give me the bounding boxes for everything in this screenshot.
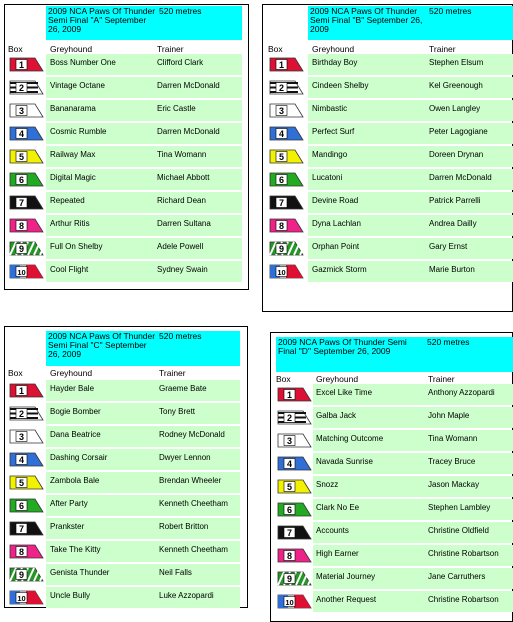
svg-text:5: 5 <box>286 482 293 492</box>
box-rug-icon <box>276 547 312 564</box>
svg-text:1: 1 <box>286 390 293 400</box>
box-rug-icon <box>8 102 44 119</box>
trainer-name: Tracey Bruce <box>428 457 476 466</box>
greyhound-name: Full On Shelby <box>50 242 103 251</box>
race-distance: 520 metres <box>429 6 472 16</box>
box-rug-icon <box>8 56 44 73</box>
trainer-name: Tina Womann <box>157 150 207 159</box>
trainer-name: Darren McDonald <box>157 81 220 90</box>
column-header-box: Box <box>8 44 23 54</box>
box-rug-icon <box>8 451 44 468</box>
greyhound-name: Snozz <box>316 480 339 489</box>
svg-text:3: 3 <box>18 432 25 442</box>
trainer-name: Michael Abbott <box>157 173 210 182</box>
svg-text:7: 7 <box>278 198 285 208</box>
trainer-name: Andrea Dailly <box>429 219 477 228</box>
trainer-name: Stephen Lambley <box>428 503 491 512</box>
trainer-name: Marie Burton <box>429 265 475 274</box>
greyhound-name: Zambola Bale <box>50 476 100 485</box>
box-rug-icon <box>276 570 312 587</box>
svg-text:10: 10 <box>17 268 26 277</box>
box-rug-icon <box>268 171 304 188</box>
box-rug-icon <box>276 478 312 495</box>
svg-text:9: 9 <box>278 244 285 254</box>
svg-text:9: 9 <box>18 244 25 254</box>
column-header-box: Box <box>268 44 283 54</box>
greyhound-name: Cosmic Rumble <box>50 127 107 136</box>
race-title: 2009 NCA Paws Of Thunder Semi Final "A" September 26, 2009 <box>48 6 156 34</box>
trainer-name: Clifford Clark <box>157 58 204 67</box>
svg-text:3: 3 <box>286 436 293 446</box>
trainer-name: Doreen Drynan <box>429 150 484 159</box>
trainer-name: Graeme Bate <box>159 384 207 393</box>
greyhound-name: Cool Flight <box>50 265 89 274</box>
greyhound-name: Devine Road <box>312 196 359 205</box>
greyhound-name: Orphan Point <box>312 242 360 251</box>
box-rug-icon <box>276 593 312 610</box>
box-rug-icon <box>8 405 44 422</box>
greyhound-name: High Earner <box>316 549 359 558</box>
greyhound-name: Mandingo <box>312 150 348 159</box>
column-header-trainer: Trainer <box>159 368 186 378</box>
svg-text:9: 9 <box>286 574 293 584</box>
greyhound-name: Bogie Bomber <box>50 407 101 416</box>
svg-text:10: 10 <box>17 594 26 603</box>
greyhound-name: Galba Jack <box>316 411 357 420</box>
trainer-name: Stephen Elsum <box>429 58 484 67</box>
trainer-name: Christine Robartson <box>428 595 499 604</box>
box-rug-icon <box>268 79 304 96</box>
svg-text:2: 2 <box>18 83 25 93</box>
box-rug-icon <box>8 428 44 445</box>
svg-text:10: 10 <box>285 598 294 607</box>
greyhound-name: Genista Thunder <box>50 568 110 577</box>
greyhound-name: Hayder Bale <box>50 384 95 393</box>
svg-text:5: 5 <box>278 152 285 162</box>
greyhound-name: Nimbastic <box>312 104 348 113</box>
svg-text:4: 4 <box>18 455 25 465</box>
column-header-greyhound: Greyhound <box>50 44 93 54</box>
column-header-greyhound: Greyhound <box>312 44 355 54</box>
box-rug-icon <box>8 474 44 491</box>
greyhound-name: Dashing Corsair <box>50 453 108 462</box>
box-rug-icon <box>8 543 44 560</box>
trainer-name: Gary Ernst <box>429 242 468 251</box>
box-rug-icon <box>276 432 312 449</box>
box-rug-icon <box>276 386 312 403</box>
greyhound-name: Arthur Ritis <box>50 219 90 228</box>
trainer-name: Darren McDonald <box>157 127 220 136</box>
box-rug-icon <box>276 501 312 518</box>
column-header-box: Box <box>276 374 291 384</box>
trainer-name: Owen Langley <box>429 104 481 113</box>
race-distance: 520 metres <box>427 337 470 347</box>
svg-text:2: 2 <box>286 413 293 423</box>
box-rug-icon <box>268 56 304 73</box>
svg-text:8: 8 <box>286 551 293 561</box>
trainer-name: Anthony Azzopardi <box>428 388 495 397</box>
svg-text:3: 3 <box>278 106 285 116</box>
race-distance: 520 metres <box>159 331 202 341</box>
trainer-name: Christine Robartson <box>428 549 499 558</box>
box-rug-icon <box>8 148 44 165</box>
box-rug-icon <box>8 194 44 211</box>
trainer-name: Patrick Parrelli <box>429 196 481 205</box>
greyhound-name: Prankster <box>50 522 85 531</box>
box-rug-icon <box>8 382 44 399</box>
box-rug-icon <box>268 102 304 119</box>
trainer-name: Kel Greenough <box>429 81 483 90</box>
column-header-greyhound: Greyhound <box>50 368 93 378</box>
trainer-name: Dwyer Lennon <box>159 453 211 462</box>
svg-text:2: 2 <box>278 83 285 93</box>
box-rug-icon <box>268 240 304 257</box>
greyhound-name: Excel Like Time <box>316 388 373 397</box>
trainer-name: Jane Carruthers <box>428 572 486 581</box>
trainer-name: Neil Falls <box>159 568 192 577</box>
trainer-name: Eric Castle <box>157 104 196 113</box>
box-rug-icon <box>276 409 312 426</box>
column-header-trainer: Trainer <box>428 374 455 384</box>
box-rug-icon <box>8 171 44 188</box>
trainer-name: Kenneth Cheetham <box>159 499 228 508</box>
svg-text:10: 10 <box>277 268 286 277</box>
greyhound-name: Repeated <box>50 196 85 205</box>
trainer-name: Brendan Wheeler <box>159 476 222 485</box>
greyhound-name: Take The Kitty <box>50 545 101 554</box>
trainer-name: Darren McDonald <box>429 173 492 182</box>
trainer-name: Christine Oldfield <box>428 526 489 535</box>
svg-text:7: 7 <box>18 198 25 208</box>
svg-text:6: 6 <box>278 175 285 185</box>
greyhound-name: Bananarama <box>50 104 96 113</box>
svg-text:1: 1 <box>18 386 25 396</box>
box-rug-icon <box>8 240 44 257</box>
column-header-trainer: Trainer <box>429 44 456 54</box>
box-rug-icon <box>268 125 304 142</box>
box-rug-icon <box>8 566 44 583</box>
greyhound-name: Birthday Boy <box>312 58 358 67</box>
trainer-name: Jason Mackay <box>428 480 480 489</box>
trainer-name: Tina Womann <box>428 434 478 443</box>
trainer-name: Adele Powell <box>157 242 204 251</box>
svg-text:3: 3 <box>18 106 25 116</box>
svg-text:7: 7 <box>286 528 293 538</box>
column-header-greyhound: Greyhound <box>316 374 359 384</box>
svg-text:5: 5 <box>18 152 25 162</box>
greyhound-name: Cindeen Shelby <box>312 81 369 90</box>
trainer-name: Kenneth Cheetham <box>159 545 228 554</box>
svg-text:8: 8 <box>18 547 25 557</box>
svg-text:4: 4 <box>286 459 293 469</box>
box-rug-icon <box>8 497 44 514</box>
trainer-name: Peter Lagogiane <box>429 127 488 136</box>
svg-text:1: 1 <box>278 60 285 70</box>
table-row <box>313 476 513 497</box>
greyhound-name: Navada Sunrise <box>316 457 373 466</box>
greyhound-name: Railway Max <box>50 150 96 159</box>
greyhound-name: After Party <box>50 499 88 508</box>
trainer-name: Tony Brett <box>159 407 196 416</box>
svg-text:6: 6 <box>18 501 25 511</box>
greyhound-name: Lucatoni <box>312 173 343 182</box>
svg-text:8: 8 <box>278 221 285 231</box>
svg-text:1: 1 <box>18 60 25 70</box>
svg-text:6: 6 <box>286 505 293 515</box>
trainer-name: Darren Sultana <box>157 219 211 228</box>
greyhound-name: Material Journey <box>316 572 376 581</box>
svg-text:4: 4 <box>278 129 285 139</box>
greyhound-name: Vintage Octane <box>50 81 106 90</box>
box-rug-icon <box>268 263 304 280</box>
box-rug-icon <box>8 520 44 537</box>
svg-text:4: 4 <box>18 129 25 139</box>
box-rug-icon <box>268 217 304 234</box>
box-rug-icon <box>8 217 44 234</box>
race-title: 2009 NCA Paws Of Thunder Semi Final "D" September 26, 2009 <box>278 337 407 356</box>
race-title: 2009 NCA Paws Of Thunder Semi Final "C" September 26, 2009 <box>48 331 156 359</box>
box-rug-icon <box>8 589 44 606</box>
greyhound-name: Matching Outcome <box>316 434 384 443</box>
greyhound-name: Dyna Lachlan <box>312 219 361 228</box>
greyhound-name: Digital Magic <box>50 173 96 182</box>
column-header-trainer: Trainer <box>157 44 184 54</box>
greyhound-name: Gazmick Storm <box>312 265 367 274</box>
svg-text:7: 7 <box>18 524 25 534</box>
race-title: 2009 NCA Paws Of Thunder Semi Final "B" September 26, 2009 <box>310 6 423 34</box>
box-rug-icon <box>8 263 44 280</box>
svg-text:5: 5 <box>18 478 25 488</box>
column-header-box: Box <box>8 368 23 378</box>
box-rug-icon <box>8 79 44 96</box>
svg-text:9: 9 <box>18 570 25 580</box>
box-rug-icon <box>268 148 304 165</box>
trainer-name: Sydney Swain <box>157 265 208 274</box>
trainer-name: Robert Britton <box>159 522 209 531</box>
box-rug-icon <box>276 524 312 541</box>
greyhound-name: Dana Beatrice <box>50 430 101 439</box>
greyhound-name: Uncle Bully <box>50 591 91 600</box>
greyhound-name: Perfect Surf <box>312 127 355 136</box>
trainer-name: Luke Azzopardi <box>159 591 214 600</box>
greyhound-name: Boss Number One <box>50 58 116 67</box>
trainer-name: John Maple <box>428 411 470 420</box>
race-distance: 520 metres <box>159 6 202 16</box>
box-rug-icon <box>8 125 44 142</box>
trainer-name: Richard Dean <box>157 196 206 205</box>
greyhound-name: Clark No Ee <box>316 503 360 512</box>
box-rug-icon <box>276 455 312 472</box>
greyhound-name: Accounts <box>316 526 349 535</box>
svg-text:2: 2 <box>18 409 25 419</box>
svg-text:8: 8 <box>18 221 25 231</box>
svg-text:6: 6 <box>18 175 25 185</box>
box-rug-icon <box>268 194 304 211</box>
trainer-name: Rodney McDonald <box>159 430 225 439</box>
greyhound-name: Another Request <box>316 595 377 604</box>
